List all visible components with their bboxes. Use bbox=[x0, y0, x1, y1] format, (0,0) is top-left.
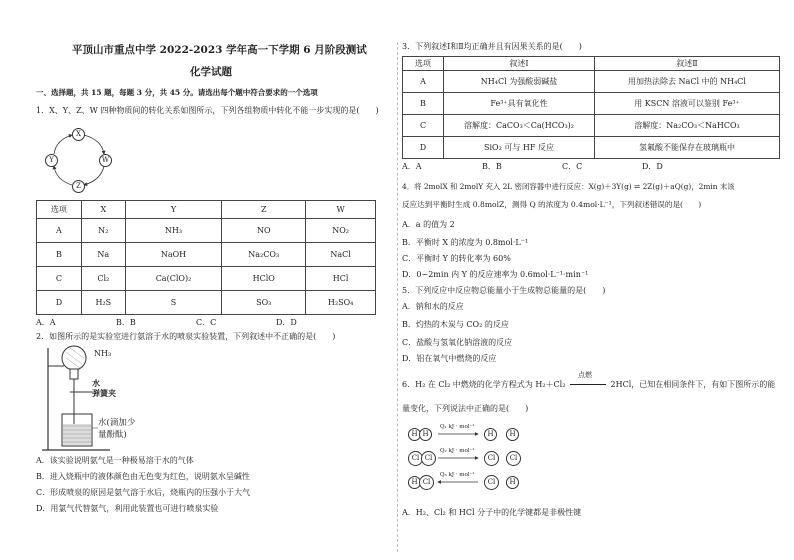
q5-option-d: D．铝在氧气中燃烧的反应 bbox=[402, 354, 497, 363]
choice-d: D．D bbox=[642, 162, 663, 171]
choice-b: B．B bbox=[116, 318, 136, 327]
table-cell: H₂S bbox=[81, 291, 125, 315]
q3-table bbox=[402, 56, 780, 159]
col-w: W bbox=[306, 201, 376, 219]
choice-a: A．A bbox=[36, 318, 56, 327]
q2-stem: 2．如图所示的是实验室进行氨溶于水的喷泉实验装置，下列叙述中不正确的是( ) bbox=[36, 332, 336, 341]
q3-energy-label: Q₃ kJ · mol⁻¹ bbox=[440, 472, 475, 478]
section-instructions: 一、选择题，共 15 题，每题 3 分，共 45 分。请选出每个题中符合要求的一个选项 bbox=[36, 88, 318, 97]
q4-option-a: A．a 的值为 2 bbox=[402, 220, 455, 229]
q6-stem-line2: 量变化，下列说法中正确的是( ) bbox=[402, 404, 529, 413]
col-y: Y bbox=[125, 201, 221, 219]
label-beaker-line1: 水(滴加少 bbox=[98, 418, 136, 428]
q2-option-c: C．形成喷泉的原因是氨气溶于水后，烧瓶内的压强小于大气 bbox=[36, 488, 251, 497]
table-cell: NaOH bbox=[125, 243, 221, 267]
label-nh3: NH₃ bbox=[94, 349, 112, 358]
exam-title: 平顶山市重点中学 2022-2023 学年高一下学期 6 月阶段测试 bbox=[72, 44, 367, 56]
q5-option-c: C．盐酸与氢氧化钠溶液的反应 bbox=[402, 338, 513, 347]
table-row bbox=[403, 93, 780, 115]
cl-atom: Cl bbox=[421, 451, 436, 466]
label-beaker-line2: 量酚酞) bbox=[98, 430, 127, 440]
arrow-line bbox=[570, 384, 606, 385]
reaction-condition: 点燃 bbox=[577, 371, 592, 379]
cl-atom: Cl bbox=[506, 451, 521, 466]
energy-diagram bbox=[408, 424, 528, 500]
q4-option-d: D．0~2min 内 Y 的反应速率为 0.6mol·L⁻¹·min⁻¹ bbox=[402, 270, 589, 279]
table-cell: Cl₂ bbox=[81, 267, 125, 291]
table-cell: Na bbox=[81, 243, 125, 267]
table-cell: B bbox=[403, 93, 444, 115]
table-cell: NaCl bbox=[306, 243, 376, 267]
table-cell: H₂SO₄ bbox=[306, 291, 376, 315]
table-cell: 氢氟酸不能保存在玻璃瓶中 bbox=[595, 137, 780, 159]
table-row bbox=[403, 115, 780, 137]
table-cell: 用 KSCN 溶液可以鉴别 Fe³⁺ bbox=[595, 93, 780, 115]
q6-equation-right: 2HCl，已知在相同条件下，有如下图所示的能 bbox=[610, 380, 776, 389]
table-cell: Ca(ClO)₂ bbox=[125, 267, 221, 291]
q2-option-a: A．该实验说明氨气是一种极易溶于水的气体 bbox=[36, 456, 194, 465]
table-cell: C bbox=[37, 267, 82, 291]
table-cell: SiO₂ 可与 HF 反应 bbox=[444, 137, 595, 159]
q3-choices bbox=[402, 162, 663, 172]
h-atom: H bbox=[506, 476, 519, 489]
cl-atom: Cl bbox=[484, 475, 499, 490]
h-atom: H bbox=[408, 428, 421, 441]
q1-choices bbox=[36, 318, 297, 328]
q6-equation-left: 6．H₂ 在 Cl₂ 中燃烧的化学方程式为 H₂＋Cl₂ bbox=[402, 380, 566, 389]
col-statement-1: 叙述Ⅰ bbox=[444, 57, 595, 71]
q1-table-header bbox=[37, 201, 376, 219]
q5-option-b: B．灼热的木炭与 CO₂ 的反应 bbox=[402, 320, 509, 329]
fountain-apparatus bbox=[40, 344, 180, 454]
table-cell: NO₂ bbox=[306, 219, 376, 243]
table-cell: NH₄Cl 为强酸弱碱盐 bbox=[444, 71, 595, 93]
table-row bbox=[37, 291, 376, 315]
table-row bbox=[37, 243, 376, 267]
table-cell: Fe³⁺具有氧化性 bbox=[444, 93, 595, 115]
q1-stem: 1．X、Y、Z、W 四种物质间的转化关系如图所示，下列各组物质中转化不能一步实现的是( ) bbox=[36, 106, 379, 115]
table-cell: NO bbox=[222, 219, 306, 243]
cl-atom: Cl bbox=[419, 475, 434, 490]
col-x: X bbox=[81, 201, 125, 219]
q4-stem-line1: 4．将 2molX 和 2molY 充入 2L 密闭容器中进行反应：X(g)＋3Y(g) ⇌ 2Z(g)＋aQ(g)，2min 末该 bbox=[402, 182, 735, 191]
choice-a: A．A bbox=[402, 162, 422, 171]
q5-stem: 5．下列反应中反应物总能量小于生成物总能量的是( ) bbox=[402, 286, 606, 295]
q2-option-b: B．进入烧瓶中的液体颜色由无色变为红色，说明氨水呈碱性 bbox=[36, 472, 250, 481]
table-row bbox=[403, 137, 780, 159]
choice-c: C．C bbox=[196, 318, 217, 327]
table-cell: NH₃ bbox=[125, 219, 221, 243]
table-cell: D bbox=[37, 291, 82, 315]
table-cell: N₂ bbox=[81, 219, 125, 243]
table-cell: Na₂CO₃ bbox=[222, 243, 306, 267]
q4-stem-line2: 反应达到平衡时生成 0.8molZ，测得 Q 的浓度为 0.4mol·L⁻¹，下列叙述错误的是( ) bbox=[402, 200, 702, 209]
table-cell: HClO bbox=[222, 267, 306, 291]
table-cell: HCl bbox=[306, 267, 376, 291]
q1-cycle-diagram bbox=[44, 128, 114, 192]
table-cell: C bbox=[403, 115, 444, 137]
node-z: Z bbox=[72, 180, 85, 193]
node-y: Y bbox=[45, 154, 58, 167]
q6-option-a: A．H₂、Cl₂ 和 HCl 分子中的化学键都是非极性键 bbox=[402, 508, 582, 517]
table-cell: A bbox=[403, 71, 444, 93]
h-atom: H bbox=[506, 428, 519, 441]
h-atom: H bbox=[419, 428, 432, 441]
col-z: Z bbox=[222, 201, 306, 219]
q2-energy-label: Q₂ kJ · mol⁻¹ bbox=[440, 448, 475, 454]
label-clip: 弹簧夹 bbox=[92, 388, 116, 398]
q4-option-c: C．平衡时 Y 的转化率为 60% bbox=[402, 254, 511, 263]
reaction-arrow bbox=[568, 371, 608, 390]
q6-stem-line1 bbox=[402, 371, 776, 390]
h-atom: H bbox=[484, 428, 497, 441]
choice-b: B．B bbox=[482, 162, 502, 171]
choice-d: D．D bbox=[276, 318, 297, 327]
node-x: X bbox=[72, 128, 85, 141]
table-cell: 溶解度：Na₂CO₃＜NaHCO₃ bbox=[595, 115, 780, 137]
h-atom: H bbox=[408, 476, 421, 489]
cl-atom: Cl bbox=[408, 451, 423, 466]
table-cell: D bbox=[403, 137, 444, 159]
q5-option-a: A．钠和水的反应 bbox=[402, 302, 464, 311]
table-row bbox=[37, 219, 376, 243]
table-cell: B bbox=[37, 243, 82, 267]
table-row bbox=[37, 267, 376, 291]
exam-subject: 化学试题 bbox=[190, 66, 232, 78]
q3-stem: 3．下列叙述Ⅰ和Ⅱ均正确并且有因果关系的是( ) bbox=[402, 42, 582, 51]
q3-table-header bbox=[403, 57, 780, 71]
col-statement-2: 叙述Ⅱ bbox=[595, 57, 780, 71]
table-cell: A bbox=[37, 219, 82, 243]
col-option: 选项 bbox=[403, 57, 444, 71]
choice-c: C．C bbox=[562, 162, 583, 171]
table-cell: 溶解度：CaCO₃＜Ca(HCO₃)₂ bbox=[444, 115, 595, 137]
col-option: 选项 bbox=[37, 201, 82, 219]
table-row bbox=[403, 71, 780, 93]
label-water: 水 bbox=[92, 378, 100, 388]
column-divider bbox=[397, 42, 398, 552]
table-cell: SO₃ bbox=[222, 291, 306, 315]
table-cell: S bbox=[125, 291, 221, 315]
table-cell: 用加热法除去 NaCl 中的 NH₄Cl bbox=[595, 71, 780, 93]
q1-energy-label: Q₁ kJ · mol⁻¹ bbox=[440, 424, 475, 430]
q2-option-d: D．用氯气代替氨气，利用此装置也可进行喷泉实验 bbox=[36, 504, 219, 513]
q1-options-table bbox=[36, 200, 376, 315]
q4-option-b: B．平衡时 X 的浓度为 0.8mol·L⁻¹ bbox=[402, 238, 529, 247]
node-w: W bbox=[99, 154, 112, 167]
cl-atom: Cl bbox=[484, 451, 499, 466]
